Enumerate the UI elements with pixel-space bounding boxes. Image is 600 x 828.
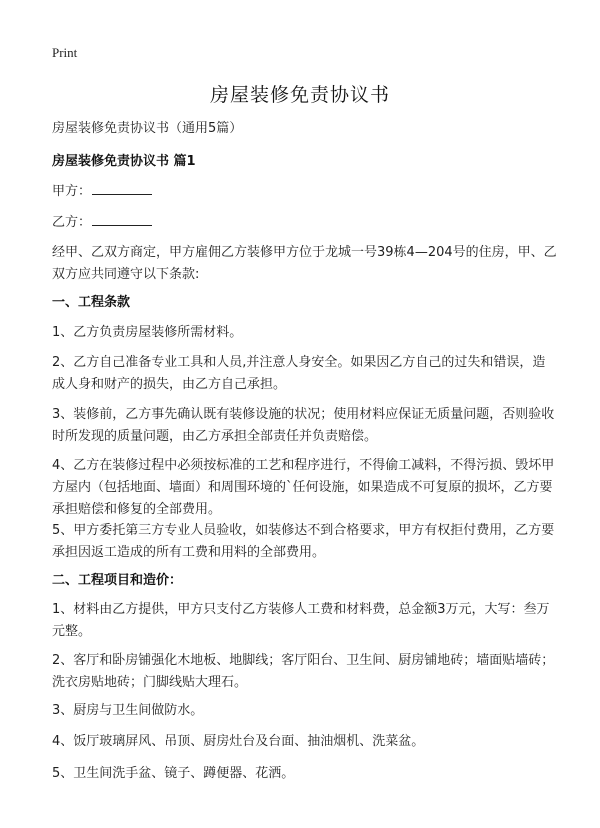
party-a-blank	[92, 180, 152, 195]
party-b-blank	[92, 211, 152, 226]
party-a-line	[52, 180, 558, 203]
clause1-item: 5、甲方委托第三方专业人员验收，如装修达不到合格要求，甲方有权拒付费用，乙方要承担因返工造成的所有工费和用料的全部费用。	[52, 523, 555, 560]
party-a-label: 甲方：	[52, 184, 92, 199]
clause2-item: 1、材料由乙方提供，甲方只支付乙方装修人工费和材料费，总金额3万元，大写：叁万元整。	[52, 602, 550, 639]
clause2-item: 4、饭厅玻璃屏风、吊顶、厨房灶台及台面、抽油烟机、洗菜盆。	[52, 734, 425, 749]
document-title: 房屋装修免责协议书	[209, 84, 390, 106]
clause1-item: 4、乙方在装修过程中必须按标准的工艺和程序进行，不得偷工减料，不得污损、毁坏甲方屋内（包括地面、墙面）和周围环境的`任何设施，如果造成不可复原的损坏，乙方要承担赔偿和修复的全部费用。	[52, 458, 555, 517]
print-label: Print	[52, 45, 78, 60]
party-b-line	[52, 211, 558, 234]
document-subtitle: 房屋装修免责协议书（通用5篇）	[52, 121, 243, 136]
party-b-label: 乙方：	[52, 215, 92, 230]
clause1-item: 3、装修前，乙方事先确认既有装修设施的状况；使用材料应保证无质量问题，否则验收时所发现的质量问题，由乙方承担全部责任并负责赔偿。	[52, 407, 555, 444]
clause1-item: 1、乙方负责房屋装修所需材料。	[52, 325, 243, 340]
clause2-item: 5、卫生间洗手盆、镜子、蹲便器、花洒。	[52, 766, 295, 781]
intro-paragraph: 经甲、乙双方商定，甲方雇佣乙方装修甲方位于龙城一号39栋4—204号的住房，甲、乙双方应共同遵守以下条款:	[52, 245, 557, 282]
section-title: 房屋装修免责协议书 篇1	[52, 154, 196, 169]
clause2-item: 2、客厅和卧房铺强化木地板、地脚线；客厅阳台、卫生间、厨房铺地砖；墙面贴墙砖；洗衣房贴地砖；门脚线贴大理石。	[52, 653, 555, 690]
clause2-item: 3、厨房与卫生间做防水。	[52, 703, 204, 718]
clause1-heading: 一、工程条款	[52, 295, 131, 310]
clause2-heading: 二、工程项目和造价：	[52, 573, 183, 588]
clause1-item: 2、乙方自己准备专业工具和人员,并注意人身安全。如果因乙方自己的过失和错误，造成人身和财产的损失，由乙方自己承担。	[52, 355, 546, 392]
